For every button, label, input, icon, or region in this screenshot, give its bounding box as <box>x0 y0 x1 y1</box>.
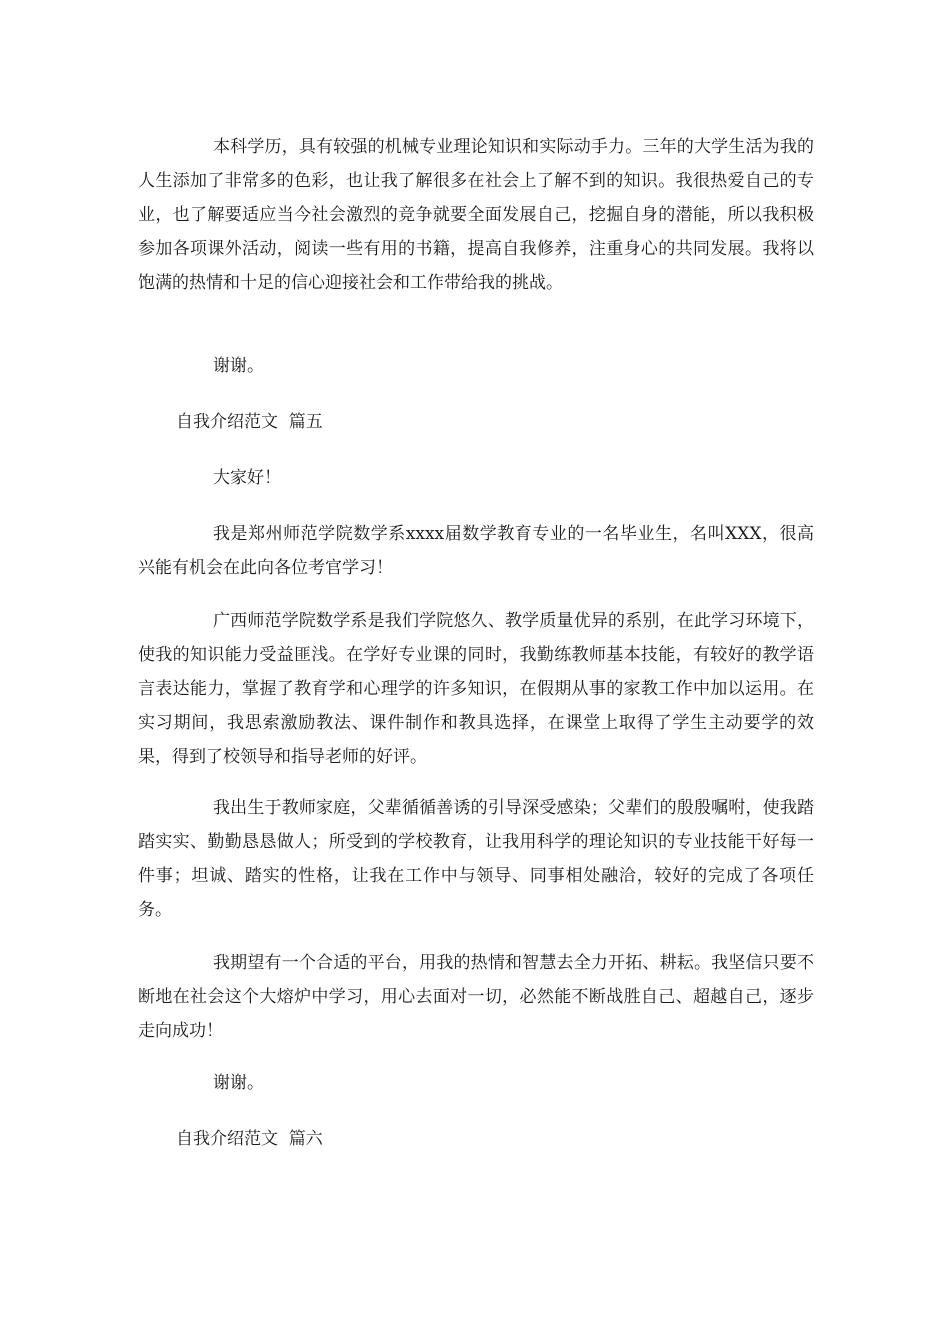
paragraph-department: 广西师范学院数学系是我们学院悠久、教学质量优异的系别，在此学习环境下，使我的知识能力受益匪浅。在学好专业课的同时，我勤练教师基本技能，有较好的教学语言表达能力，掌握了教育学和心理学的许多知识，在假期从事的家教工作中加以运用。在实习期间，我思索激励教法、课件制作和教具选择，在课堂上取得了学生主动要学的效果，得到了校领导和指导老师的好评。 <box>138 611 814 767</box>
paragraph-family: 我出生于教师家庭，父辈循循善诱的引导深受感染；父辈们的殷殷嘱咐，使我踏踏实实、勤勤恳恳做人；所受到的学校教育，让我用科学的理论知识的专业技能干好每一件事；坦诚、踏实的性格，让我在工作中与领导、同事相处融洽，较好的完成了各项任务。 <box>138 798 814 920</box>
paragraph-greeting: 大家好！ <box>213 468 281 488</box>
paragraph-education-intro: 本科学历，具有较强的机械专业理论知识和实际动手力。三年的大学生活为我的人生添加了非常多的色彩，也让我了解很多在社会上了解不到的知识。我很热爱自己的专业，也了解要适应当今社会激烈的竞争就要全面发展自己，挖掘自身的潜能，所以我积极参加各项课外活动，阅读一些有用的书籍，提高自我修养，注重身心的共同发展。我将以饱满的热情和十足的信心迎接社会和工作带给我的挑战。 <box>138 137 814 293</box>
paragraph-self-intro: 我是郑州师范学院数学系xxxx届数学教育专业的一名毕业生，名叫XXX，很高兴能有机会在此向各位考官学习！ <box>138 524 814 578</box>
section-heading-5: 自我介绍范文 篇五 <box>176 412 323 432</box>
paragraph-thanks-2: 谢谢。 <box>213 1073 264 1093</box>
section-heading-6: 自我介绍范文 篇六 <box>176 1129 323 1149</box>
paragraph-thanks-1: 谢谢。 <box>213 356 264 376</box>
paragraph-expectation: 我期望有一个合适的平台，用我的热情和智慧去全力开拓、耕耘。我坚信只要不断地在社会这个大熔炉中学习，用心去面对一切，必然能不断战胜自己、超越自己，逐步走向成功！ <box>138 953 814 1041</box>
